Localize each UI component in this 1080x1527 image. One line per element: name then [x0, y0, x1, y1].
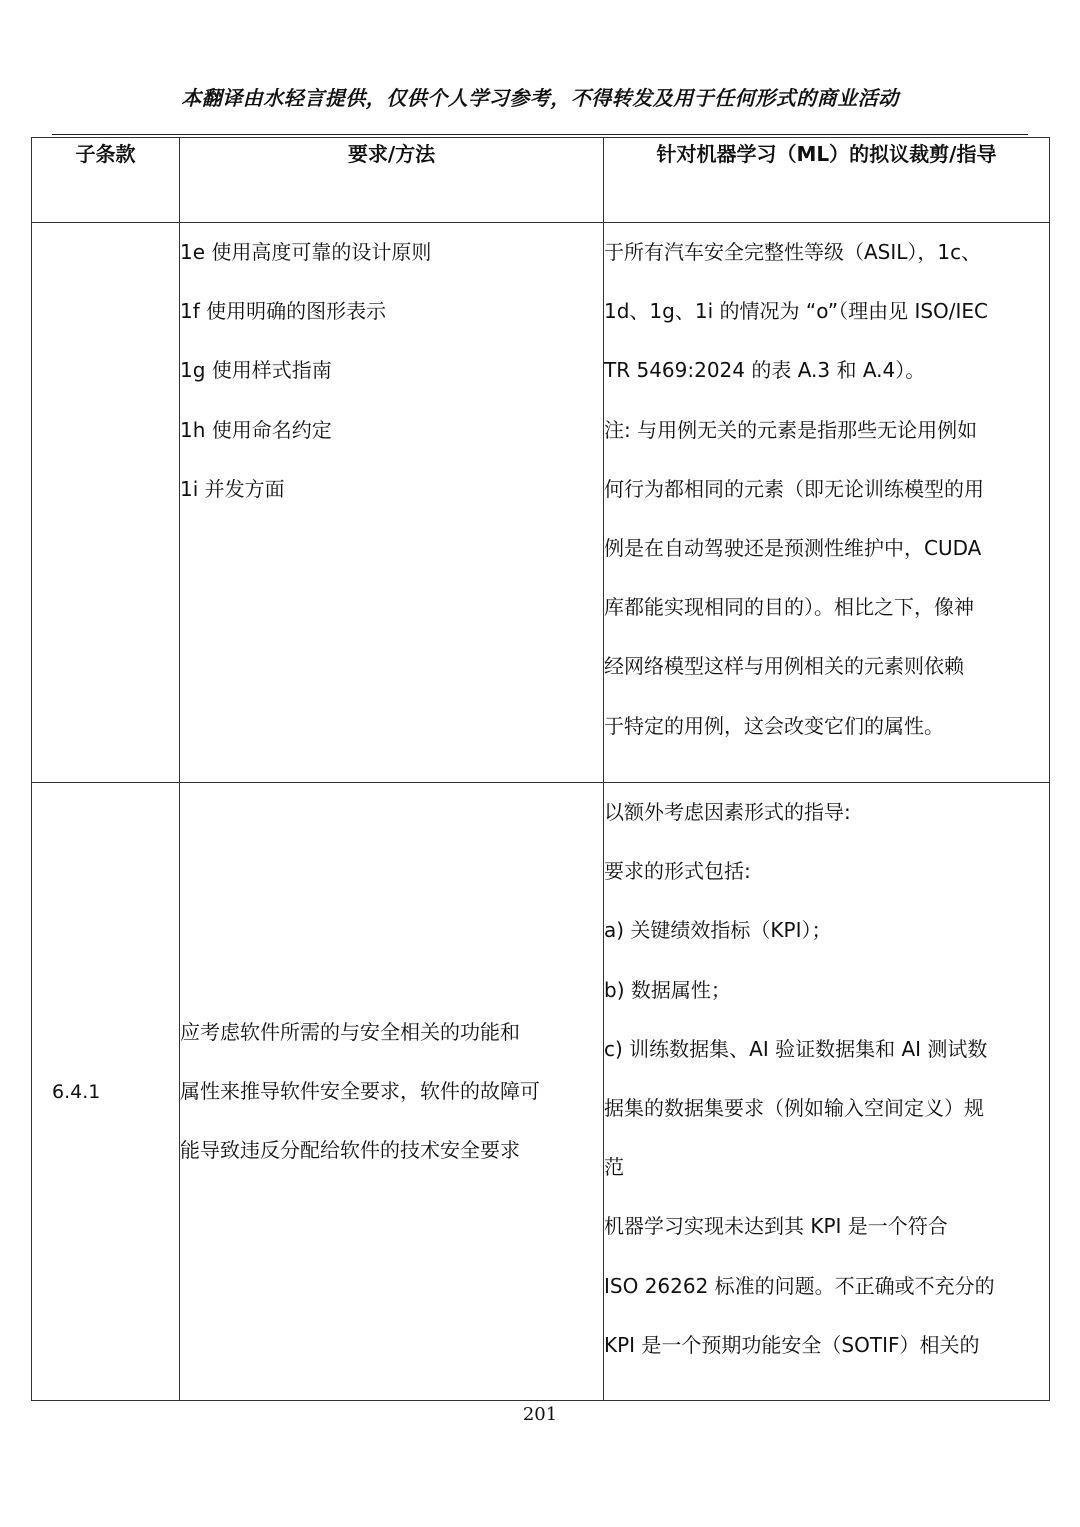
guidance-line: c) 训练数据集、AI 验证数据集和 AI 测试数: [604, 1036, 988, 1061]
requirement-cell: [180, 223, 604, 783]
guidance-line: KPI 是一个预期功能安全（SOTIF）相关的: [604, 1332, 980, 1357]
guidance-line: 范: [604, 1155, 624, 1180]
guidance-line: 1d、1g、1i 的情况为 “o”（理由见 ISO/IEC: [604, 299, 989, 324]
table-row: [32, 223, 1050, 783]
guidance-line: a) 关键绩效指标（KPI）；: [604, 918, 832, 943]
requirement-item: 1g 使用样式指南: [180, 358, 332, 383]
guidance-line: 以额外考虑因素形式的指导:: [604, 800, 851, 824]
requirement-item: 1h 使用命名约定: [180, 417, 332, 442]
requirement-item: 1i 并发方面: [180, 476, 285, 501]
requirement-item: 1e 使用高度可靠的设计原则: [180, 240, 432, 264]
page-header-notice: 本翻译由水轻言提供，仅供个人学习参考，不得转发及用于任何形式的商业活动: [181, 86, 899, 110]
page-number: 201: [522, 1404, 558, 1425]
guidance-line: 注: 与用例无关的元素是指那些无论用例如: [604, 417, 978, 442]
guidance-line: 何行为都相同的元素（即无论训练模型的用: [604, 476, 984, 501]
guidance-line: 经网络模型这样与用例相关的元素则依赖: [604, 654, 964, 679]
header-divider: [52, 134, 1028, 135]
table-row: [32, 783, 1050, 1401]
column-header-guidance: 针对机器学习（ML）的拟议裁剪/指导: [604, 138, 1050, 223]
requirement-line: 能导致违反分配给软件的技术安全要求: [180, 1138, 520, 1163]
guidance-cell: [604, 223, 1050, 783]
guidance-line: 于特定的用例，这会改变它们的属性。: [604, 713, 944, 738]
requirement-line: 应考虑软件所需的与安全相关的功能和: [180, 1019, 520, 1044]
table-header-row: [32, 138, 1050, 223]
guidance-line: 据集的数据集要求（例如输入空间定义）规: [604, 1096, 984, 1121]
guidance-line: 机器学习实现未达到其 KPI 是一个符合: [604, 1214, 948, 1239]
requirement-cell: [180, 783, 604, 1401]
guidance-line: TR 5469:2024 的表 A.3 和 A.4）。: [604, 358, 926, 383]
subclause-cell: [32, 223, 180, 783]
guidance-cell: [604, 783, 1050, 1401]
column-header-requirement: 要求/方法: [180, 138, 604, 223]
requirement-item: 1f 使用明确的图形表示: [180, 299, 387, 324]
guidance-line: 于所有汽车安全完整性等级（ASIL），1c、: [604, 240, 982, 264]
requirements-table: [31, 137, 1050, 1401]
guidance-line: b) 数据属性；: [604, 977, 731, 1002]
column-header-subclause: 子条款: [32, 138, 180, 223]
guidance-line: ISO 26262 标准的问题。不正确或不充分的: [604, 1273, 995, 1298]
guidance-line: 库都能实现相同的目的）。相比之下，像神: [604, 595, 974, 620]
guidance-line: 例是在自动驾驶还是预测性维护中，CUDA: [604, 536, 982, 561]
requirement-line: 属性来推导软件安全要求，软件的故障可: [180, 1078, 540, 1103]
guidance-line: 要求的形式包括:: [604, 859, 751, 884]
subclause-cell: 6.4.1: [32, 783, 180, 1401]
